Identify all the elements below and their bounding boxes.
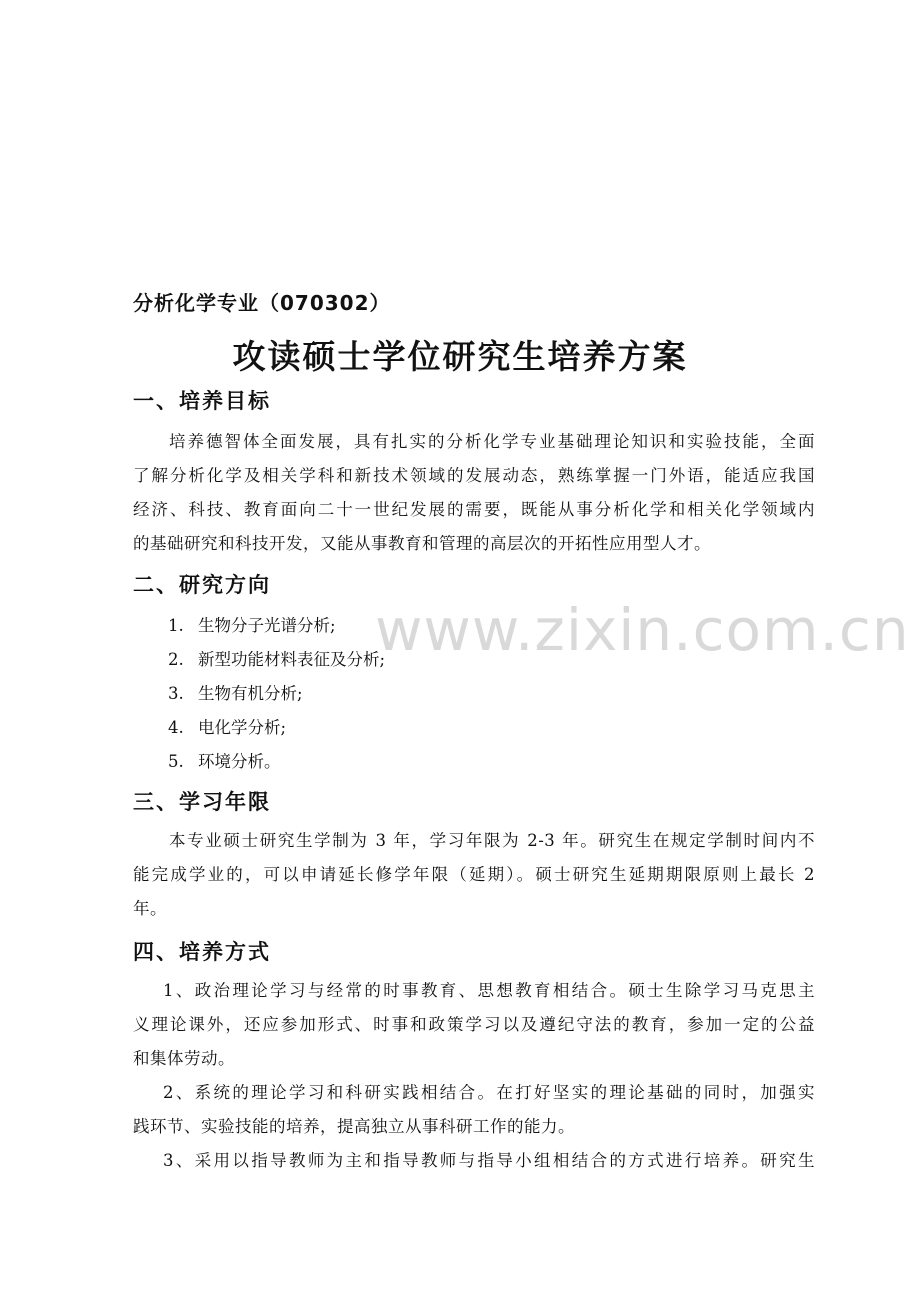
paragraph-line: 能完成学业的，可以申请延长修学年限（延期）。硕士研究生延期期限原则上最长 2 bbox=[133, 865, 815, 884]
section-paragraph-training-mode-1 bbox=[133, 974, 815, 1076]
paragraph-line: 培养德智体全面发展，具有扎实的分析化学专业基础理论知识和实验技能，全面 bbox=[169, 432, 815, 451]
paragraph-line: 本专业硕士研究生学制为 3 年，学习年限为 2-3 年。研究生在规定学制时间内不 bbox=[169, 831, 815, 850]
paragraph-line: 践环节、实验技能的培养，提高独立从事科研工作的能力。 bbox=[133, 1117, 575, 1136]
paragraph-line: 1、政治理论学习与经常的时事教育、思想教育相结合。硕士生除学习马克思主 bbox=[163, 981, 815, 1000]
subject-heading: 分析化学专业（070302） bbox=[133, 291, 391, 315]
document-title: 攻读硕士学位研究生培养方案 bbox=[232, 337, 688, 376]
section-paragraph-study-duration bbox=[133, 824, 815, 926]
list-item-text: 新型功能材料表征及分析; bbox=[198, 650, 386, 669]
section-paragraph-training-mode-3 bbox=[133, 1144, 815, 1178]
paragraph-line: 年。 bbox=[133, 899, 167, 918]
section-heading-training-mode: 四、培养方式 bbox=[133, 940, 271, 964]
list-item bbox=[168, 612, 336, 636]
list-item-number: 1. bbox=[168, 616, 184, 635]
paragraph-line: 和集体劳动。 bbox=[133, 1049, 235, 1068]
list-item-number: 4. bbox=[168, 718, 184, 737]
list-item-text: 电化学分析; bbox=[198, 718, 287, 737]
paragraph-line: 经济、科技、教育面向二十一世纪发展的需要，既能从事分析化学和相关化学领域内 bbox=[133, 500, 815, 519]
list-item-text: 生物有机分析; bbox=[198, 684, 303, 703]
section-heading-study-duration: 三、学习年限 bbox=[133, 790, 271, 814]
paragraph-line: 3、采用以指导教师为主和指导教师与指导小组相结合的方式进行培养。研究生 bbox=[163, 1151, 815, 1170]
list-item-number: 3. bbox=[168, 684, 184, 703]
section-heading-research-directions: 二、研究方向 bbox=[133, 573, 271, 597]
paragraph-line: 的基础研究和科技开发，又能从事教育和管理的高层次的开拓性应用型人才。 bbox=[133, 534, 711, 553]
list-item-number: 2. bbox=[168, 650, 184, 669]
list-item-number: 5. bbox=[168, 752, 184, 771]
paragraph-line: 了解分析化学及相关学科和新技术领域的发展动态，熟练掌握一门外语，能适应我国 bbox=[133, 466, 815, 485]
list-item bbox=[168, 646, 385, 670]
paragraph-line: 2、系统的理论学习和科研实践相结合。在打好坚实的理论基础的同时，加强实 bbox=[163, 1083, 815, 1102]
section-paragraph-training-mode-2 bbox=[133, 1076, 815, 1144]
list-item bbox=[168, 714, 286, 738]
list-item bbox=[168, 680, 303, 704]
section-paragraph-training-goal bbox=[133, 425, 815, 561]
list-item-text: 环境分析。 bbox=[198, 752, 281, 771]
paragraph-line: 义理论课外，还应参加形式、时事和政策学习以及遵纪守法的教育，参加一定的公益 bbox=[133, 1015, 815, 1034]
list-item-text: 生物分子光谱分析; bbox=[198, 616, 336, 635]
watermark: www.zixin.com.cn bbox=[375, 596, 910, 664]
list-item bbox=[168, 748, 281, 772]
section-heading-training-goal: 一、培养目标 bbox=[133, 389, 271, 413]
